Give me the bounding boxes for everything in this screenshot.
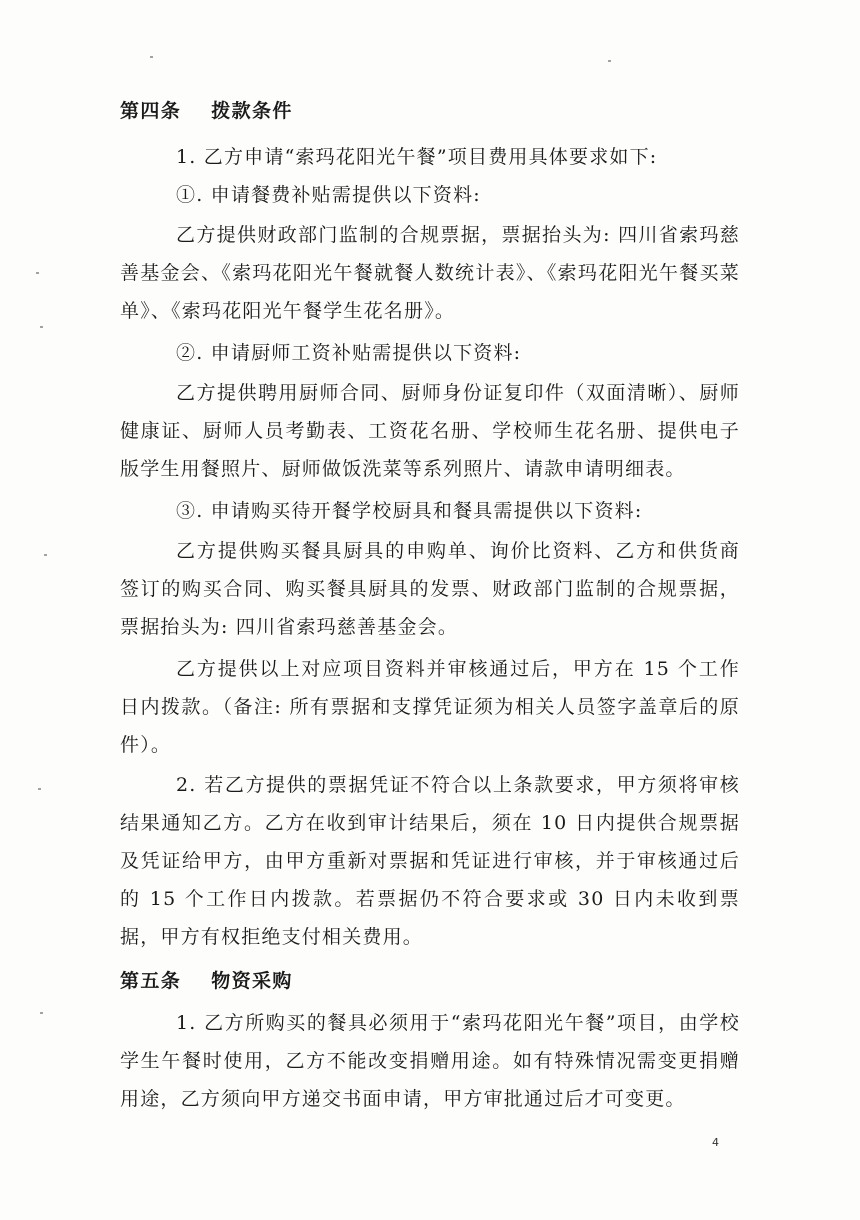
article-4-clause-1: 1. 乙方申请“索玛花阳光午餐”项目费用具体要求如下: [176,146,658,168]
article-5-heading [120,966,293,993]
article-4-title: 拨款条件 [211,100,293,122]
page-number: 4 [712,1136,719,1149]
scan-speck [150,56,153,58]
article-5-clause-1: 1. 乙方所购买的餐具必须用于“索玛花阳光午餐”项目，由学校学生午餐时使用，乙方不能改变捐赠用途。如有特殊情况需变更捐赠用途，乙方须向甲方递交书面申请，甲方审批通过后才可变更。 [120,1012,740,1110]
article-4-heading [120,96,293,123]
scan-speck [40,1012,43,1014]
item-1-title: ①. 申请餐费补贴需提供以下资料: [176,184,481,206]
article-5-number: 第五条 [120,970,182,992]
article-5-title: 物资采购 [211,970,293,992]
approval-paragraph: 乙方提供以上对应项目资料并审核通过后，甲方在 15 个工作日内拨款。（备注: 所有票据和支撑凭证须为相关人员签字盖章后的原件）。 [120,658,740,756]
scan-speck [40,326,43,328]
article-4-clause-2: 2. 若乙方提供的票据凭证不符合以上条款要求，甲方须将审核结果通知乙方。乙方在收到审计结果后，须在 10 日内提供合规票据及凭证给甲方，由甲方重新对票据和凭证进行审核，并于审核通过后的 15 个工作日内拨款。若票据仍不符合要求或 30 日内未收到票据，甲方有权拒绝支付相关费用。 [120,774,740,948]
scan-speck [608,60,611,62]
item-2-body: 乙方提供聘用厨师合同、厨师身份证复印件（双面清晰）、厨师健康证、厨师人员考勤表、工资花名册、学校师生花名册、提供电子版学生用餐照片、厨师做饭洗菜等系列照片、请款申请明细表。 [120,382,740,480]
scan-speck [44,554,47,556]
item-3-body: 乙方提供购买餐具厨具的申购单、询价比资料、乙方和供货商签订的购买合同、购买餐具厨具的发票、财政部门监制的合规票据，票据抬头为: 四川省索玛慈善基金会。 [120,540,740,638]
item-3-title: ③. 申请购买待开餐学校厨具和餐具需提供以下资料: [176,500,643,522]
article-4-number: 第四条 [120,100,182,122]
item-2-title: ②. 申请厨师工资补贴需提供以下资料: [176,342,522,364]
item-1-body: 乙方提供财政部门监制的合规票据，票据抬头为: 四川省索玛慈善基金会、《索玛花阳光午餐就餐人数统计表》、《索玛花阳光午餐买菜单》、《索玛花阳光午餐学生花名册》。 [120,224,740,322]
scan-speck [38,788,41,790]
scan-speck [36,272,39,274]
